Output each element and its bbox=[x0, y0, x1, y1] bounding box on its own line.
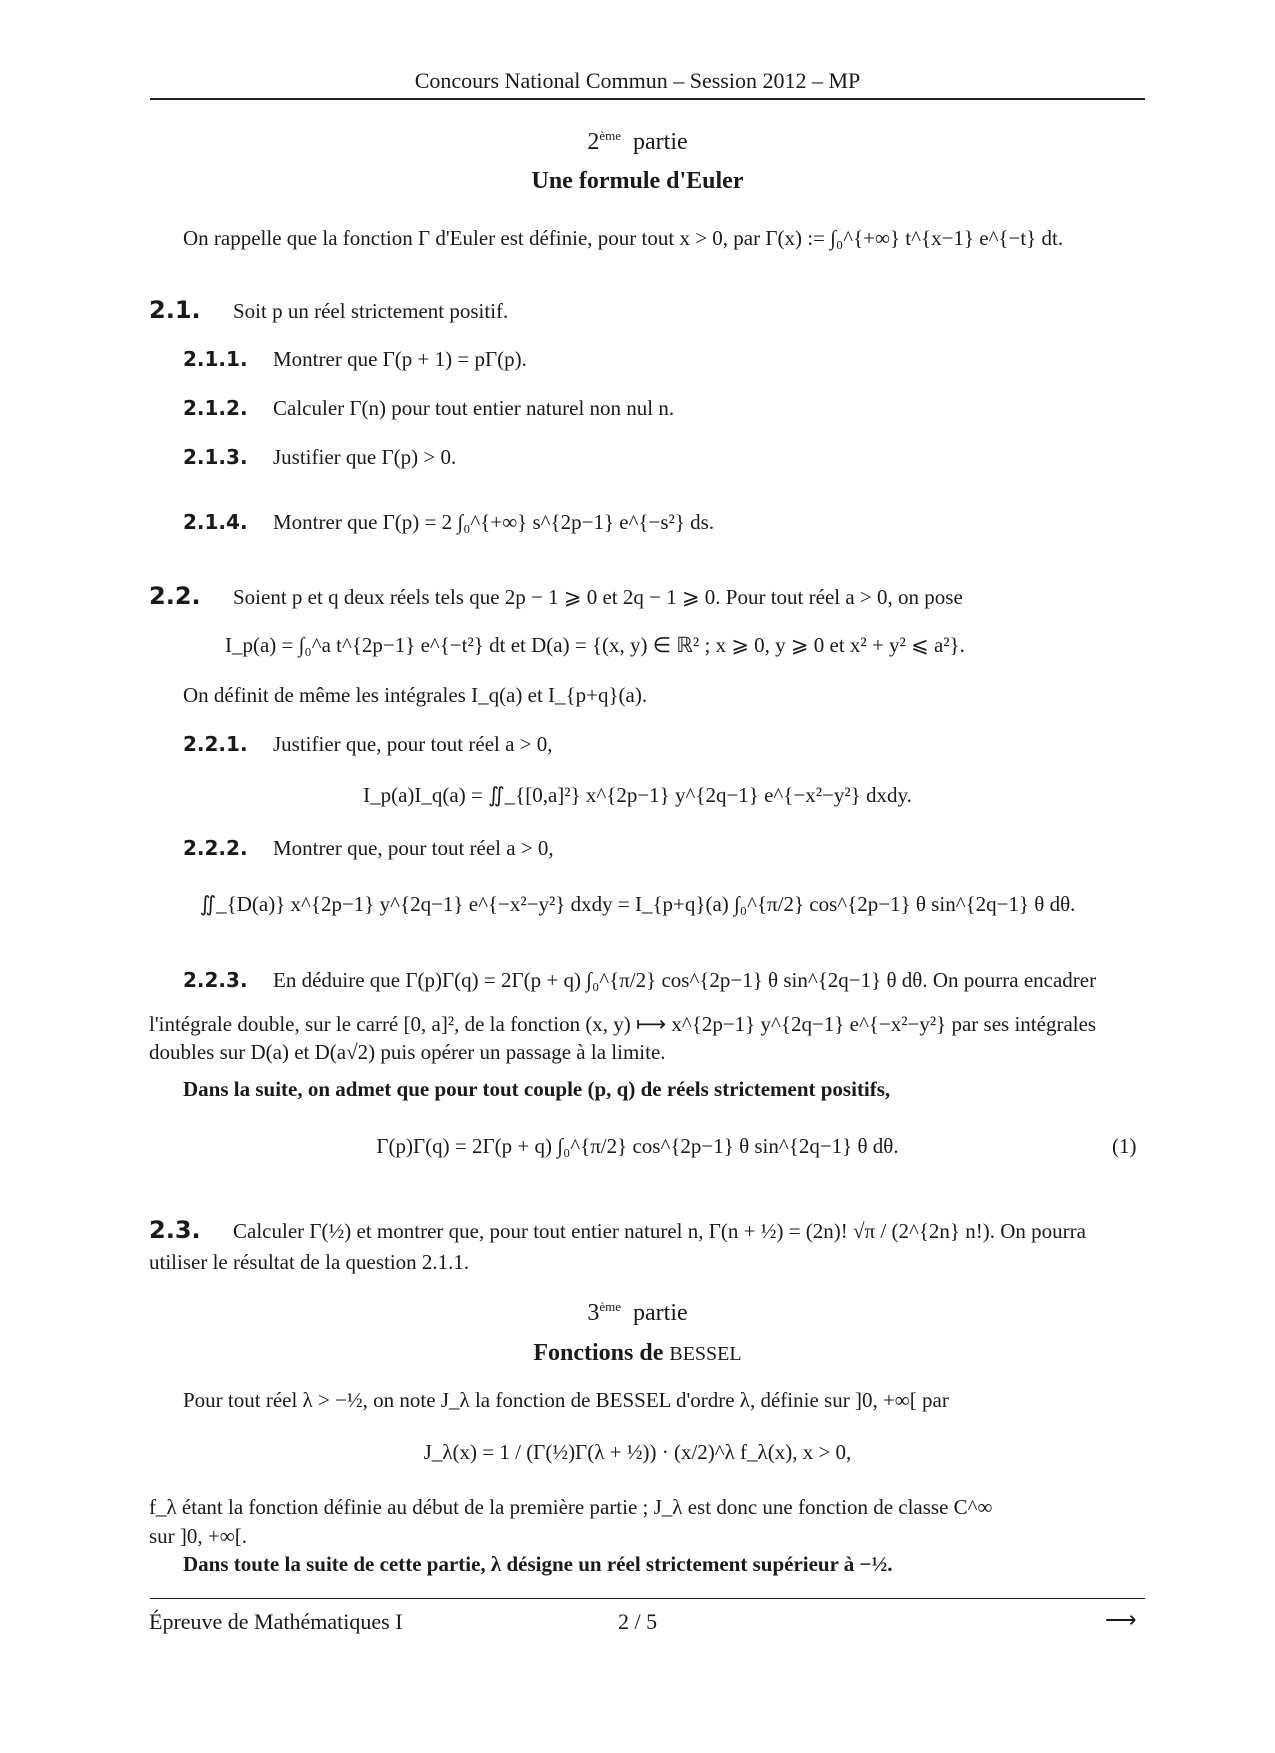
admitted-statement: Dans la suite, on admet que pour tout couple (p, q) de réels strictement positifs, bbox=[183, 1077, 891, 1101]
question-text: Soit p un réel strictement positif. bbox=[233, 299, 509, 323]
bessel-text-1: f_λ étant la fonction définie au début de la première partie ; J_λ est donc une fonction de classe C^∞ bbox=[149, 1495, 993, 1519]
part-word: partie bbox=[633, 129, 688, 155]
question-2-1-3 bbox=[183, 445, 456, 470]
title-bessel: BESSEL bbox=[669, 1343, 742, 1365]
question-2-3-line2: utiliser le résultat de la question 2.1.1. bbox=[149, 1250, 470, 1274]
question-number: 2.2.3. bbox=[183, 968, 248, 992]
title-text: Fonctions de bbox=[533, 1340, 670, 1366]
question-2-2-1 bbox=[183, 732, 553, 757]
question-number: 2.1.1. bbox=[183, 347, 248, 371]
part-sup: ème bbox=[599, 128, 621, 143]
question-text: Montrer que, pour tout réel a > 0, bbox=[273, 836, 554, 860]
footer-title: Épreuve de Mathématiques I bbox=[149, 1609, 403, 1634]
bessel-text-2: sur ]0, +∞[. bbox=[149, 1524, 247, 1548]
question-text: En déduire que Γ(p)Γ(q) = 2Γ(p + q) ∫₀^{π/2} cos^{2p−1} θ sin^{2q−1} θ dθ. On pourra encadrer bbox=[273, 968, 1097, 992]
question-text: Justifier que Γ(p) > 0. bbox=[273, 445, 457, 469]
question-number: 2.1.3. bbox=[183, 445, 248, 469]
question-number: 2.2.2. bbox=[183, 836, 248, 860]
part-2-title: Une formule d'Euler bbox=[531, 168, 744, 194]
formula-2-2-1: I_p(a)I_q(a) = ∬_{[0,a]²} x^{2p−1} y^{2q−1} e^{−x²−y²} dxdy. bbox=[363, 783, 912, 807]
question-number: 2.1. bbox=[149, 296, 201, 324]
bessel-intro: Pour tout réel λ > −½, on note J_λ la fonction de BESSEL d'ordre λ, définie sur ]0, +∞[ par bbox=[183, 1388, 949, 1412]
question-2-1 bbox=[149, 296, 508, 325]
part-number: 2 bbox=[587, 129, 600, 155]
question-number: 2.2. bbox=[149, 582, 201, 610]
page-number: 2 / 5 bbox=[618, 1609, 658, 1634]
next-page-arrow-icon: ⟶ bbox=[1105, 1607, 1137, 1632]
part-number: 3 bbox=[587, 1300, 600, 1326]
question-number: 2.1.4. bbox=[183, 510, 248, 534]
question-2-2-2 bbox=[183, 836, 554, 861]
gamma-definition: On rappelle que la fonction Γ d'Euler est définie, pour tout x > 0, par Γ(x) := ∫₀^{+∞} t^{x−1} e^{−t} dt. bbox=[183, 226, 1064, 250]
part-3-title bbox=[0, 1339, 1275, 1368]
question-text: Calculer Γ(½) et montrer que, pour tout entier naturel n, Γ(n + ½) = (2n)! √π / (2^{2n} n!). On pourra bbox=[233, 1219, 1086, 1243]
formula-2-2-2: ∬_{D(a)} x^{2p−1} y^{2q−1} e^{−x²−y²} dxdy = I_{p+q}(a) ∫₀^{π/2} cos^{2p−1} θ sin^{2q−1} θ dθ. bbox=[199, 892, 1076, 916]
equation-label: (1) bbox=[1112, 1134, 1137, 1158]
question-number: 2.3. bbox=[149, 1216, 201, 1244]
part-sup: ème bbox=[599, 1299, 621, 1314]
equation-1: Γ(p)Γ(q) = 2Γ(p + q) ∫₀^{π/2} cos^{2p−1} θ sin^{2q−1} θ dθ. bbox=[376, 1134, 899, 1158]
formula-ip-da: I_p(a) = ∫₀^a t^{2p−1} e^{−t²} dt et D(a) = {(x, y) ∈ ℝ² ; x ⩾ 0, y ⩾ 0 et x² + y² ⩽ a²}. bbox=[225, 633, 965, 657]
question-text: Calculer Γ(n) pour tout entier naturel non nul n. bbox=[273, 396, 675, 420]
question-2-2-3-line2: l'intégrale double, sur le carré [0, a]², de la fonction (x, y) ⟼ x^{2p−1} y^{2q−1} e^{−x²−y²} par ses intégrales bbox=[149, 1012, 1097, 1036]
part-2-heading bbox=[0, 128, 1275, 157]
question-number: 2.1.2. bbox=[183, 396, 248, 420]
bessel-assumption: Dans toute la suite de cette partie, λ désigne un réel strictement supérieur à −½. bbox=[183, 1552, 893, 1576]
footer-rule bbox=[150, 1598, 1145, 1599]
question-2-1-4 bbox=[183, 510, 714, 535]
question-text: Montrer que Γ(p) = 2 ∫₀^{+∞} s^{2p−1} e^{−s²} ds. bbox=[273, 510, 715, 534]
question-2-2-3 bbox=[183, 968, 1096, 993]
part-word: partie bbox=[633, 1300, 688, 1326]
question-2-2 bbox=[149, 582, 963, 611]
header-rule bbox=[150, 98, 1145, 100]
bessel-formula: J_λ(x) = 1 / (Γ(½)Γ(λ + ½)) · (x/2)^λ f_λ(x), x > 0, bbox=[423, 1440, 852, 1464]
question-2-2-3-line3: doubles sur D(a) et D(a√2) puis opérer un passage à la limite. bbox=[149, 1040, 666, 1064]
part-3-heading bbox=[0, 1299, 1275, 1328]
question-text: Soient p et q deux réels tels que 2p − 1 ⩾ 0 et 2q − 1 ⩾ 0. Pour tout réel a > 0, on pose bbox=[233, 585, 963, 609]
definition-text: On définit de même les intégrales I_q(a) et I_{p+q}(a). bbox=[183, 683, 648, 707]
question-text: Montrer que Γ(p + 1) = pΓ(p). bbox=[273, 347, 527, 371]
question-2-1-2 bbox=[183, 396, 674, 421]
question-number: 2.2.1. bbox=[183, 732, 248, 756]
question-text: Justifier que, pour tout réel a > 0, bbox=[273, 732, 553, 756]
question-2-1-1 bbox=[183, 347, 527, 372]
question-2-3 bbox=[149, 1216, 1086, 1245]
page-header: Concours National Commun – Session 2012 – MP bbox=[414, 68, 861, 93]
